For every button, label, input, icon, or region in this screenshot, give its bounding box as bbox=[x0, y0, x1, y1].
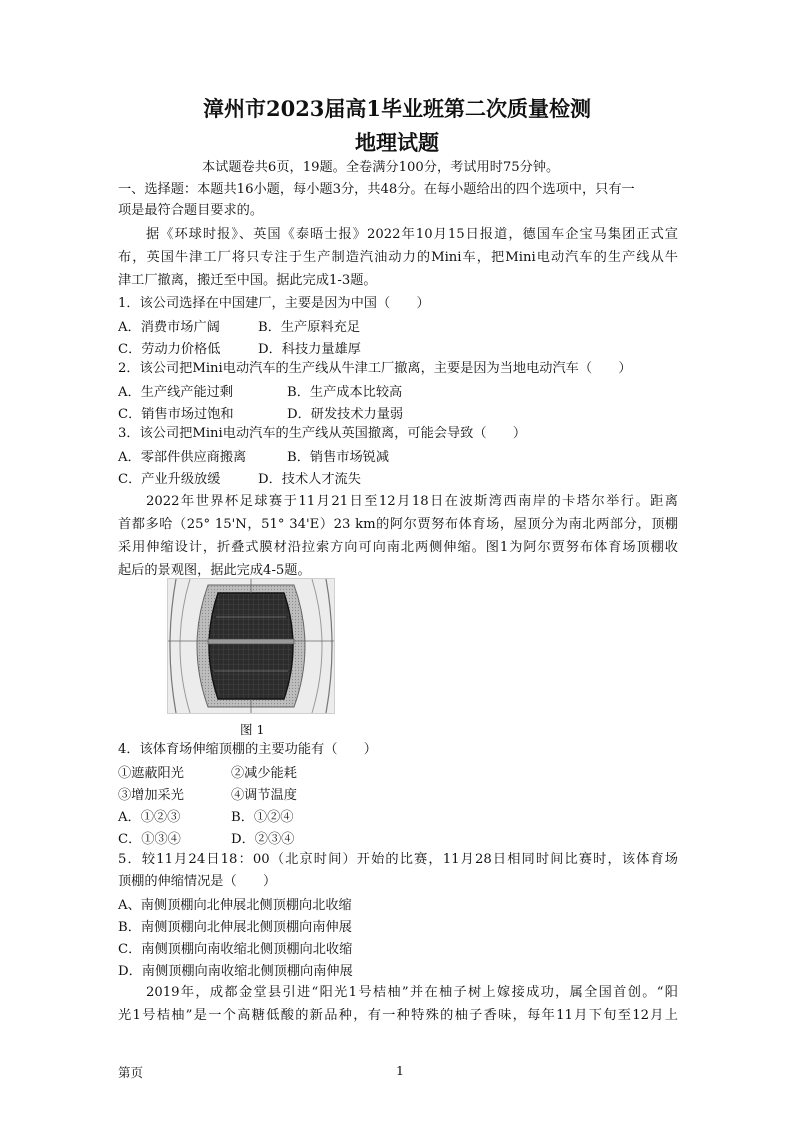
q4-option-b: B．①②④ bbox=[231, 810, 294, 825]
q3-stem: 3．该公司把Mini电动汽车的生产线从英国撤离，可能会导致（ ） bbox=[118, 426, 527, 441]
footer-page-number: 1 bbox=[396, 1063, 404, 1078]
q4-stem: 4．该体育场伸缩顶棚的主要功能有（ ） bbox=[118, 742, 377, 757]
q4-statement-3: ③增加采光 bbox=[118, 788, 184, 803]
q5-option-c: C．南侧顶棚向南收缩北侧顶棚向北收缩 bbox=[118, 942, 353, 957]
section-heading-line2: 项是最符合题目要求的。 bbox=[118, 203, 264, 218]
q4-statement-2: ②减少能耗 bbox=[231, 766, 297, 781]
passage2-line1: 2022年世界杯足球赛于11月21日至12月18日在波斯湾西南岸的卡塔尔举行。距离 bbox=[146, 494, 678, 509]
q1-option-a: A．消费市场广阔 bbox=[118, 320, 220, 335]
passage2-line4: 起后的景观图，据此完成4-5题。 bbox=[118, 563, 311, 578]
stadium-illustration bbox=[168, 579, 334, 713]
q3-option-a: A．零部件供应商搬离 bbox=[118, 450, 247, 465]
q5-option-d: D．南侧顶棚向南收缩北侧顶棚向南伸展 bbox=[118, 964, 353, 979]
passage2-line2: 首都多哈（25° 15'N，51° 34'E）23 km的阿尔贾努布体育场，屋顶分为南北两部分，顶棚 bbox=[118, 517, 678, 532]
stadium-roof-photo bbox=[167, 578, 335, 714]
q1-stem: 1．该公司选择在中国建厂，主要是因为中国（ ） bbox=[118, 296, 430, 311]
q4-option-a: A．①②③ bbox=[118, 810, 181, 825]
q3-option-b: B．销售市场锐减 bbox=[287, 450, 390, 465]
q4-statement-4: ④调节温度 bbox=[231, 788, 297, 803]
q5-option-b: B．南侧顶棚向北伸展北侧顶棚向南伸展 bbox=[118, 920, 352, 935]
section-heading-line1: 一、选择题：本题共16小题，每小题3分，共48分。在每小题给出的四个选项中，只有一 bbox=[118, 182, 635, 197]
q5-stem-line2: 顶棚的伸缩情况是（ ） bbox=[118, 874, 277, 889]
q3-option-c: C．产业升级放缓 bbox=[118, 472, 221, 487]
exam-subject: 地理试题 bbox=[355, 130, 439, 155]
q1-option-c: C．劳动力价格低 bbox=[118, 342, 221, 357]
exam-title: 漳州市2023届高1毕业班第二次质量检测 bbox=[202, 96, 592, 121]
exam-intro: 本试题卷共6页，19题。全卷满分100分，考试用时75分钟。 bbox=[202, 160, 560, 175]
passage1-line1: 据《环球时报》、英国《泰晤士报》2022年10月15日报道，德国车企宝马集团正式宣 bbox=[146, 227, 678, 242]
figure-caption: 图 1 bbox=[240, 722, 265, 737]
q2-stem: 2．该公司把Mini电动汽车的生产线从牛津工厂撤离，主要是因为当地电动汽车（ ） bbox=[118, 361, 632, 376]
q5-option-a: A、南侧顶棚向北伸展北侧顶棚向北收缩 bbox=[118, 898, 352, 913]
q4-statement-1: ①遮蔽阳光 bbox=[118, 766, 184, 781]
q2-option-a: A．生产线产能过剩 bbox=[118, 385, 234, 400]
passage3-line2: 光1号桔柚”是一个高糖低酸的新品种，有一种特殊的柚子香味，每年11月下旬至12月上 bbox=[118, 1008, 678, 1023]
q2-option-b: B．生产成本比较高 bbox=[287, 385, 403, 400]
q5-stem-line1: 5．较11月24日18：00（北京时间）开始的比赛，11月28日相同时间比赛时，该体育场 bbox=[118, 852, 678, 867]
q3-option-d: D．技术人才流失 bbox=[258, 472, 361, 487]
q1-option-b: B．生产原料充足 bbox=[258, 320, 361, 335]
passage1-line3: 津工厂撤离，搬迁至中国。据此完成1-3题。 bbox=[118, 273, 377, 288]
passage2-line3: 采用伸缩设计，折叠式膜材沿拉索方向可向南北两侧伸缩。图1为阿尔贾努布体育场顶棚收 bbox=[118, 540, 678, 555]
passage3-line1: 2019年，成都金堂县引进“阳光1号桔柚”并在柚子树上嫁接成功，属全国首创。“阳 bbox=[146, 985, 678, 1000]
q4-option-c: C．①③④ bbox=[118, 832, 181, 847]
passage1-line2: 布，英国牛津工厂将只专注于生产制造汽油动力的Mini车，把Mini电动汽车的生产线从牛 bbox=[118, 250, 678, 265]
footer-page-label: 第页 bbox=[118, 1065, 144, 1080]
q2-option-d: D．研发技术力量弱 bbox=[287, 407, 404, 422]
q4-option-d: D．②③④ bbox=[231, 832, 295, 847]
q1-option-d: D．科技力量雄厚 bbox=[258, 342, 361, 357]
q2-option-c: C．销售市场过饱和 bbox=[118, 407, 234, 422]
